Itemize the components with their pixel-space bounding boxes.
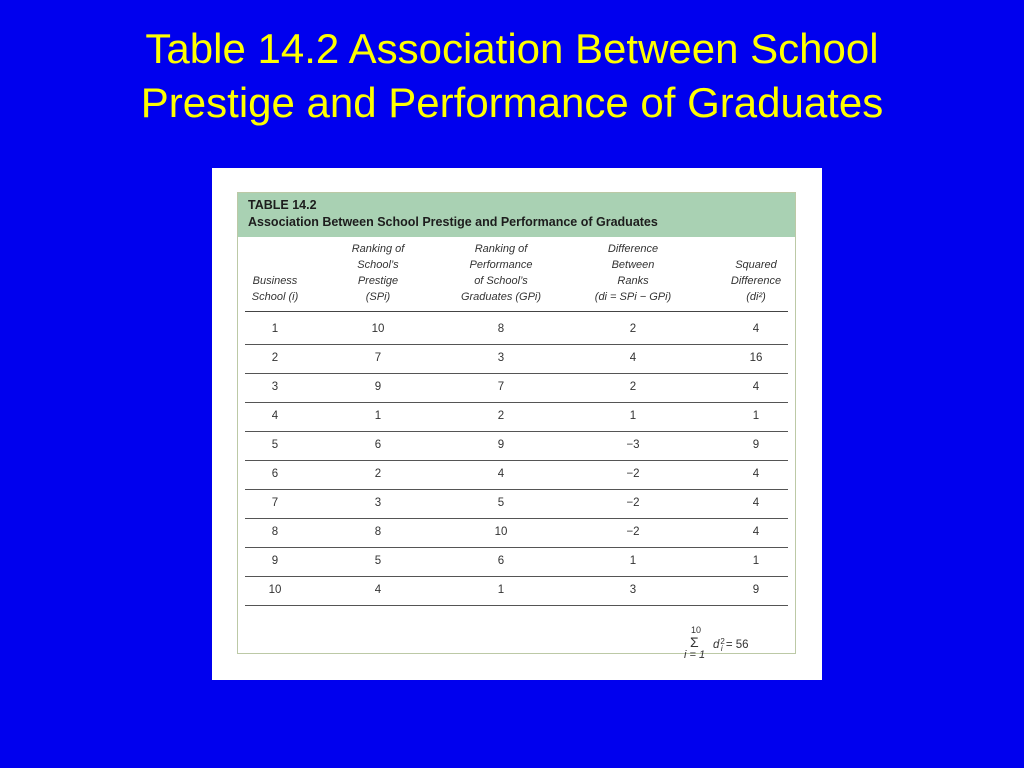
table-cell: 16	[749, 352, 763, 364]
row-rule	[245, 460, 788, 461]
table-row	[238, 520, 797, 549]
table-cell: 7	[271, 497, 279, 509]
sum-lower-limit: i = 1	[684, 649, 706, 661]
slide-title-line-2: Prestige and Performance of Graduates	[140, 79, 884, 126]
table-cell: 8	[374, 526, 382, 538]
table-cell: −2	[626, 497, 640, 509]
table-cell: 4	[752, 323, 760, 335]
table-caption: Association Between School Prestige and Performance of Graduates	[248, 215, 658, 229]
table-cell: 4	[752, 497, 760, 509]
table-number: TABLE 14.2	[248, 198, 317, 212]
row-rule	[245, 518, 788, 519]
column-header-business-school: Business School (i)	[251, 275, 299, 303]
table-row	[238, 491, 797, 520]
table-cell: 1	[629, 410, 637, 422]
table-cell: 4	[629, 352, 637, 364]
table-cell: 4	[752, 468, 760, 480]
table-cell: 1	[752, 410, 760, 422]
table-row	[238, 375, 797, 404]
table-cell: 4	[752, 526, 760, 538]
table-cell: 5	[271, 439, 279, 451]
table-cell: 9	[752, 584, 760, 596]
table-frame	[237, 192, 796, 661]
table-cell: 6	[271, 468, 279, 480]
table-cell: 2	[497, 410, 505, 422]
table-cell: 3	[271, 381, 279, 393]
row-rule	[245, 344, 788, 345]
table-figure	[212, 168, 822, 680]
table-cell: 8	[271, 526, 279, 538]
table-cell: −2	[626, 526, 640, 538]
table-cell: 6	[497, 555, 505, 567]
sum-upper-limit: 10	[691, 625, 702, 635]
table-row	[238, 404, 797, 433]
table-cell: 10	[494, 526, 508, 538]
column-header-rank-difference: Difference Between Ranks (di = SPi − GPi)	[594, 243, 672, 303]
row-rule	[245, 489, 788, 490]
slide-title	[0, 22, 1024, 130]
slide-title-line-1: Table 14.2 Association Between School	[145, 25, 879, 72]
table-cell: 5	[497, 497, 505, 509]
table-cell: 1	[374, 410, 382, 422]
table-cell: 2	[271, 352, 279, 364]
table-cell: 9	[497, 439, 505, 451]
table-cell: 3	[497, 352, 505, 364]
table-cell: −3	[626, 439, 640, 451]
row-rule	[245, 402, 788, 403]
table-cell: 3	[629, 584, 637, 596]
table-cell: 9	[374, 381, 382, 393]
table-row	[238, 549, 797, 578]
table-cell: 10	[371, 323, 385, 335]
header-rule	[245, 311, 788, 312]
column-header-prestige-rank: Ranking of School’s Prestige (SPi)	[351, 243, 405, 303]
table-cell: 1	[271, 323, 279, 335]
table-cell: 1	[752, 555, 760, 567]
table-cell: 1	[629, 555, 637, 567]
table-cell: 2	[629, 323, 637, 335]
table-cell: 4	[752, 381, 760, 393]
table-cell: 10	[268, 584, 282, 596]
table-cell: 8	[497, 323, 505, 335]
column-header-performance-rank: Ranking of Performance of School’s Graduates (GPi)	[460, 243, 542, 303]
table-cell: 3	[374, 497, 382, 509]
table-cell: 9	[271, 555, 279, 567]
table-row	[238, 433, 797, 462]
row-rule	[245, 605, 788, 606]
table-cell: 2	[629, 381, 637, 393]
column-header-squared-difference: Squared Difference (di²)	[730, 259, 782, 303]
table-header	[238, 193, 795, 237]
table-row	[238, 317, 797, 346]
table-cell: 7	[374, 352, 382, 364]
table-row	[238, 462, 797, 491]
row-rule	[245, 547, 788, 548]
table-cell: 6	[374, 439, 382, 451]
table-row	[238, 578, 797, 607]
table-cell: 1	[497, 584, 505, 596]
table-cell: 4	[271, 410, 279, 422]
table-cell: 9	[752, 439, 760, 451]
sum-expression: $d^2_i = 56$	[713, 637, 749, 653]
table-cell: 5	[374, 555, 382, 567]
row-rule	[245, 576, 788, 577]
row-rule	[245, 373, 788, 374]
table-cell: 4	[497, 468, 505, 480]
table-cell: −2	[626, 468, 640, 480]
sum-of-squared-differences	[684, 625, 784, 673]
row-rule	[245, 431, 788, 432]
table-cell: 4	[374, 584, 382, 596]
sigma-symbol: Σ	[690, 634, 699, 650]
table-cell: 7	[497, 381, 505, 393]
table-row	[238, 346, 797, 375]
table-cell: 2	[374, 468, 382, 480]
